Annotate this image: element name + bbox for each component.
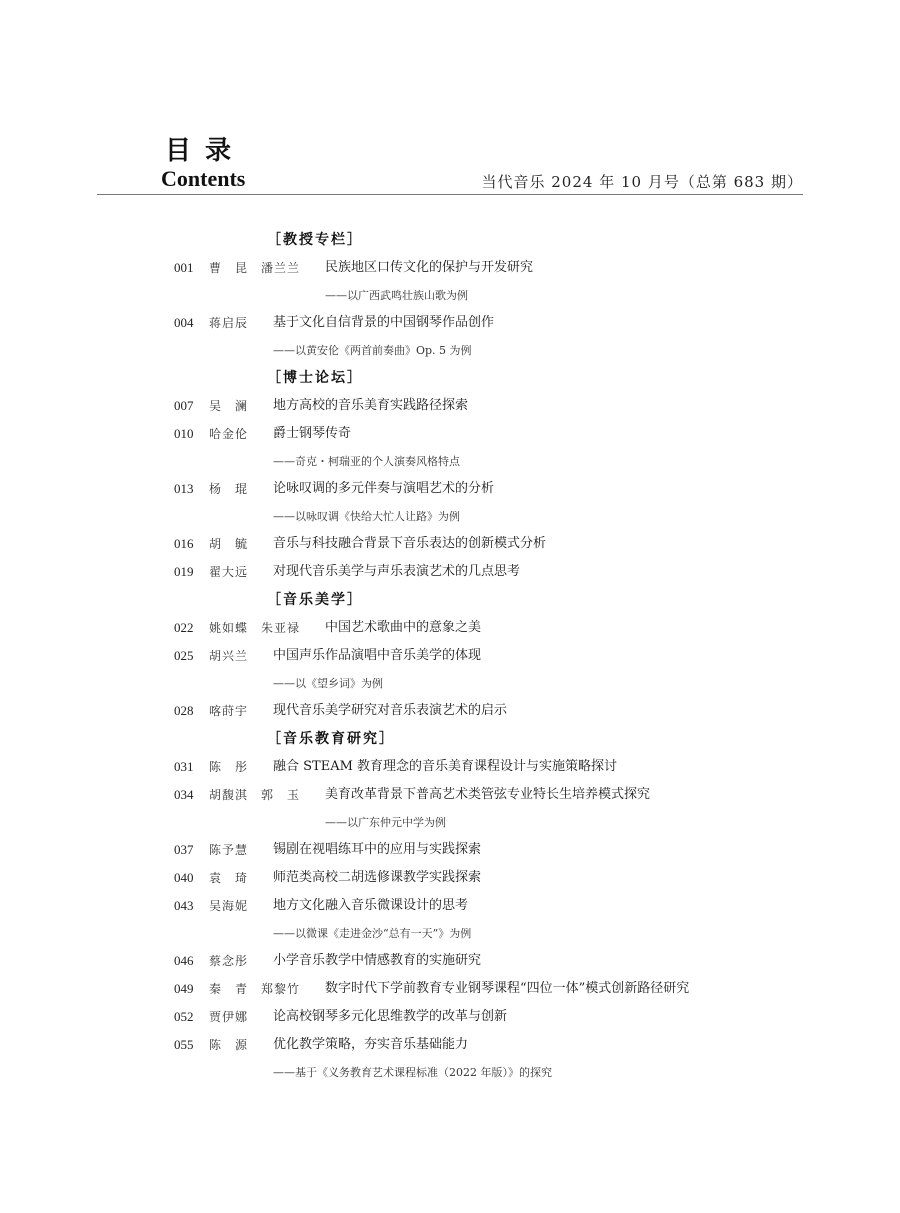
- article-title: 民族地区口传文化的保护与开发研究: [325, 260, 534, 275]
- article-author: 曹 昆 潘兰兰: [209, 261, 301, 275]
- article-author: 胡兴兰: [209, 649, 249, 663]
- section-heading: ［博士论坛］: [267, 370, 363, 386]
- article-title: 数字时代下学前教育专业钢琴课程“四位一体”模式创新路径研究: [325, 981, 690, 996]
- toc-entry[interactable]: [0, 475, 900, 503]
- article-author: 陈 彤: [209, 760, 249, 774]
- toc-entry[interactable]: [0, 614, 900, 642]
- article-subtitle: ——以咏叹调《快给大忙人让路》为例: [273, 510, 460, 523]
- article-subtitle-row: [0, 448, 900, 475]
- article-author: 翟大远: [209, 565, 249, 579]
- article-author: 喀莳宇: [209, 704, 249, 718]
- toc-entry[interactable]: [0, 697, 900, 725]
- page-title-english: Contents: [161, 166, 246, 191]
- page-number: 046: [174, 953, 194, 968]
- article-title: 中国艺术歌曲中的意象之美: [325, 620, 482, 635]
- article-title: 现代音乐美学研究对音乐表演艺术的启示: [273, 703, 508, 718]
- section-heading: ［教授专栏］: [267, 232, 363, 248]
- article-title: 爵士钢琴传奇: [273, 426, 352, 441]
- article-author: 姚如蝶 朱亚禄: [209, 621, 301, 635]
- page-number: 010: [174, 426, 194, 441]
- article-title: 论高校钢琴多元化思维教学的改革与创新: [273, 1009, 508, 1024]
- article-author: 蔡念彤: [209, 954, 249, 968]
- article-title: 中国声乐作品演唱中音乐美学的体现: [273, 648, 482, 663]
- article-subtitle: ——以《望乡词》为例: [273, 677, 383, 690]
- article-author: 哈金伦: [209, 427, 249, 441]
- page-number: 034: [174, 787, 194, 802]
- article-subtitle: ——奇克・柯瑞亚的个人演奏风格特点: [273, 455, 460, 468]
- toc-entry[interactable]: [0, 1031, 900, 1059]
- article-title: 对现代音乐美学与声乐表演艺术的几点思考: [273, 564, 521, 579]
- article-author: 袁 琦: [209, 871, 249, 885]
- article-author: 陈 源: [209, 1038, 249, 1052]
- article-title: 论咏叹调的多元伴奏与演唱艺术的分析: [273, 481, 495, 496]
- page-number: 001: [174, 260, 194, 275]
- article-subtitle-row: [0, 282, 900, 309]
- article-subtitle: ——基于《义务教育艺术课程标准（2022 年版）》的探究: [273, 1066, 552, 1079]
- toc-entry[interactable]: [0, 530, 900, 558]
- article-title: 美育改革背景下普高艺术类管弦专业特长生培养模式探究: [325, 787, 651, 802]
- toc-entry[interactable]: [0, 309, 900, 337]
- page-number: 007: [174, 398, 194, 413]
- toc-entry[interactable]: [0, 864, 900, 892]
- article-author: 蒋启辰: [209, 316, 249, 330]
- article-author: 胡馥淇 郭 玉: [209, 788, 301, 802]
- page-number: 025: [174, 648, 194, 663]
- article-title: 地方高校的音乐美育实践路径探索: [273, 398, 469, 413]
- article-subtitle-row: [0, 1059, 900, 1086]
- page-number: 040: [174, 870, 194, 885]
- article-title: 师范类高校二胡选修课教学实践探索: [273, 870, 482, 885]
- page-title-chinese: 目录: [165, 136, 246, 166]
- article-subtitle: ——以广西武鸣壮族山歌为例: [325, 289, 468, 302]
- page-number: 055: [174, 1037, 194, 1052]
- article-author: 秦 青 郑黎竹: [209, 982, 301, 996]
- toc-entry[interactable]: [0, 392, 900, 420]
- toc-entry[interactable]: [0, 1003, 900, 1031]
- section-heading: ［音乐美学］: [267, 592, 363, 608]
- toc-entry[interactable]: [0, 642, 900, 670]
- article-title: 地方文化融入音乐微课设计的思考: [273, 898, 469, 913]
- article-author: 吴 澜: [209, 399, 249, 413]
- page-number: 019: [174, 564, 194, 579]
- article-author: 陈予慧: [209, 843, 249, 857]
- issue-info: 当代音乐 2024 年 10 月号（总第 683 期）: [481, 173, 803, 191]
- page-number: 052: [174, 1009, 194, 1024]
- toc-entry[interactable]: [0, 558, 900, 586]
- article-subtitle: ——以微课《走进金沙“总有一天”》为例: [273, 927, 472, 940]
- page-number: 031: [174, 759, 194, 774]
- toc-entry[interactable]: [0, 975, 900, 1003]
- toc-entry[interactable]: [0, 892, 900, 920]
- article-title: 锡剧在视唱练耳中的应用与实践探索: [273, 842, 482, 857]
- article-title: 基于文化自信背景的中国钢琴作品创作: [273, 315, 495, 330]
- article-subtitle-row: [0, 920, 900, 947]
- toc-entry[interactable]: [0, 836, 900, 864]
- toc-entry[interactable]: [0, 420, 900, 448]
- toc-entry[interactable]: [0, 947, 900, 975]
- article-title: 优化教学策略，夯实音乐基础能力: [273, 1037, 469, 1052]
- article-subtitle-row: [0, 503, 900, 530]
- article-subtitle-row: [0, 809, 900, 836]
- article-author: 吴海妮: [209, 899, 249, 913]
- article-subtitle-row: [0, 670, 900, 697]
- article-author: 杨 琨: [209, 482, 249, 496]
- page-number: 022: [174, 620, 194, 635]
- toc-entry[interactable]: [0, 254, 900, 282]
- article-title: 小学音乐教学中情感教育的实施研究: [273, 953, 482, 968]
- page-number: 049: [174, 981, 194, 996]
- page-number: 028: [174, 703, 194, 718]
- toc-entry[interactable]: [0, 753, 900, 781]
- header-divider: [97, 194, 803, 195]
- article-subtitle: ——以广东仲元中学为例: [325, 816, 446, 829]
- article-subtitle-row: [0, 337, 900, 364]
- article-subtitle: ——以黄安伦《两首前奏曲》Op. 5 为例: [273, 344, 472, 357]
- section-heading: ［音乐教育研究］: [267, 731, 395, 747]
- toc-entry[interactable]: [0, 781, 900, 809]
- page-number: 043: [174, 898, 194, 913]
- article-title: 融合 STEAM 教育理念的音乐美育课程设计与实施策略探讨: [273, 759, 618, 774]
- page-number: 037: [174, 842, 194, 857]
- page-header: [0, 0, 900, 200]
- page-number: 004: [174, 315, 194, 330]
- table-of-contents: [0, 226, 900, 1086]
- article-author: 胡 毓: [209, 537, 249, 551]
- article-author: 贾伊娜: [209, 1010, 249, 1024]
- page-number: 013: [174, 481, 194, 496]
- article-title: 音乐与科技融合背景下音乐表达的创新模式分析: [273, 536, 547, 551]
- page-number: 016: [174, 536, 194, 551]
